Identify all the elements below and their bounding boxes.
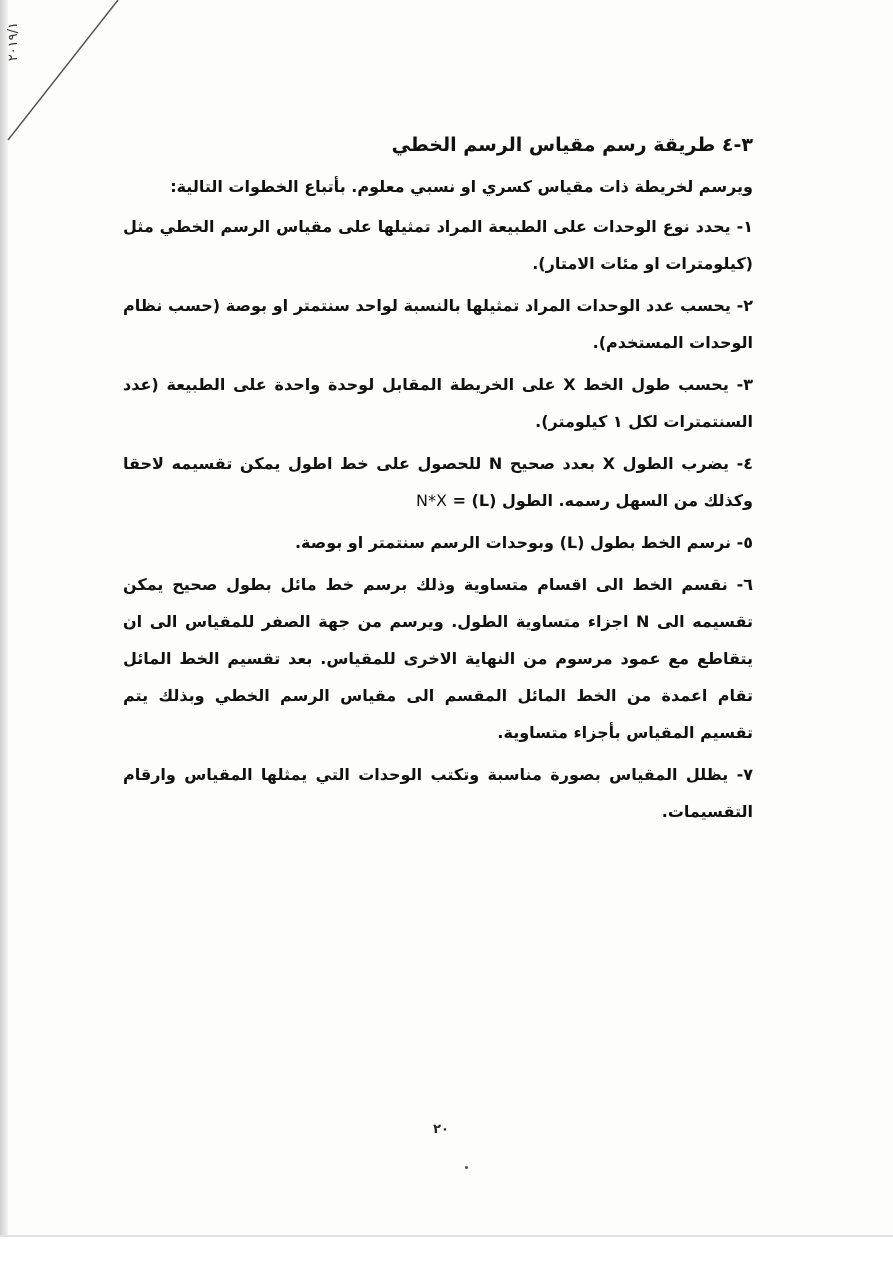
step-4-formula: N*X (416, 491, 447, 510)
step-4-text: ٤- يضرب الطول X بعدد صحيح N للحصول على خط اطول يمكن تقسيمه لاحقا وكذلك من السهل رسمه. الطول (L) = (123, 454, 754, 510)
side-margin-mark: ٢٠١٩/١ (6, 22, 21, 62)
step-3: ٣- يحسب طول الخط X على الخريطة المقابل لوحدة واحدة على الطبيعة (عدد السنتمترات لكل ١ كيلومتر). (123, 375, 754, 431)
document-body (123, 130, 753, 835)
step-5: ٥- نرسم الخط بطول (L) وبوحدات الرسم سنتمتر او بوصة. (294, 533, 753, 552)
scan-speck (465, 1166, 468, 1169)
step-1: ١- يحدد نوع الوحدات على الطبيعة المراد تمثيلها على مقياس الرسم الخطي مثل (كيلومترات او مئات الامتار). (123, 217, 753, 273)
intro-paragraph: ويرسم لخريطة ذات مقياس كسري او نسبي معلوم. بأتباع الخطوات التالية: (170, 177, 753, 196)
section-heading: ٣-٤ طريقة رسم مقياس الرسم الخطي (391, 134, 753, 156)
step-4 (123, 445, 753, 519)
step-7: ٧- يظلل المقياس بصورة مناسبة وتكتب الوحدات التي يمثلها المقياس وارقام التقسيمات. (123, 765, 753, 821)
page-number: ٢٠ (433, 1122, 449, 1137)
scan-left-edge (0, 0, 8, 1240)
step-6: ٦- نقسم الخط الى اقسام متساوية وذلك برسم خط مائل بطول صحيح يمكن تقسيمه الى N اجزاء متساوية الطول. ويرسم من جهة الصفر للمقياس الى ان يتقاطع مع عمود مرسوم من النهاية الاخرى للمقياس. بعد تقسيم الخط المائل تقام اعمدة من الخط المائل المقسم الى مقياس الرسم الخطي وبذلك يتم تقسيم المقياس بأجزاء متساوية. (123, 575, 753, 742)
scan-bottom-edge (0, 1235, 893, 1263)
step-2: ٢- يحسب عدد الوحدات المراد تمثيلها بالنسبة لواحد سنتمتر او بوصة (حسب نظام الوحدات المستخدم). (123, 296, 753, 352)
